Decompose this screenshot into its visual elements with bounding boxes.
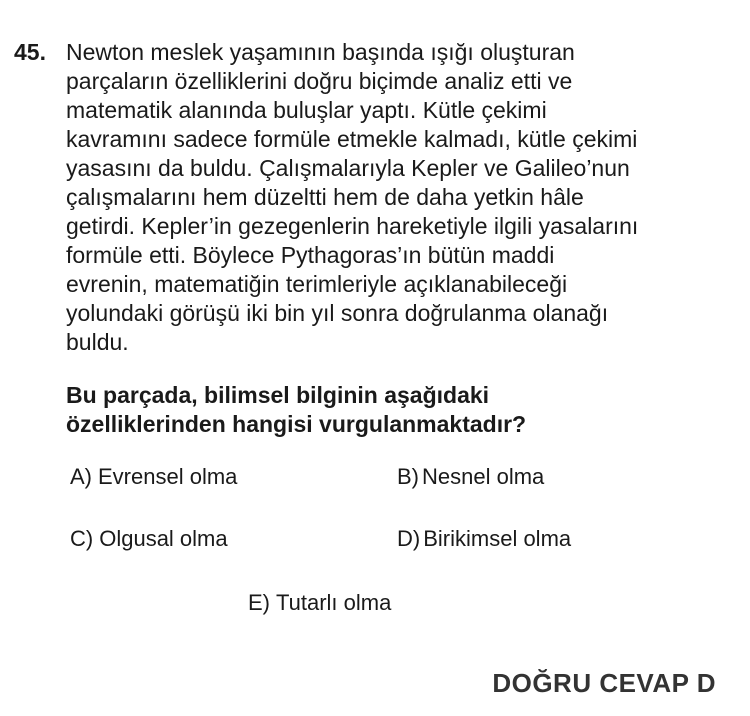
question-stem (66, 381, 736, 439)
question-passage (66, 38, 736, 357)
option-text: Evrensel olma (98, 464, 238, 489)
stem-line: özelliklerinden hangisi vurgulanmaktadır? (66, 411, 527, 437)
passage-line: parçaların özelliklerini doğru biçimde analiz etti ve (66, 68, 573, 94)
passage-line: buldu. (66, 329, 129, 355)
option-text: Olgusal olma (99, 526, 228, 551)
option-text: Nesnel olma (422, 464, 545, 489)
passage-line: getirdi. Kepler’in gezegenlerin hareketiyle ilgili yasalarını (66, 213, 639, 239)
correct-answer-label: DOĞRU CEVAP D (492, 668, 716, 698)
passage-line: formüle etti. Böylece Pythagoras’ın bütün maddi (66, 242, 555, 268)
passage-line: matematik alanında buluşlar yaptı. Kütle çekimi (66, 97, 547, 123)
passage-line: yasasını da buldu. Çalışmalarıyla Kepler ve Galileo’nun (66, 155, 630, 181)
option-d[interactable] (397, 525, 571, 553)
option-b[interactable] (397, 463, 544, 491)
option-letter: C) (70, 526, 94, 551)
option-e[interactable] (248, 589, 391, 617)
option-letter: D) (397, 526, 421, 551)
passage-line: Newton meslek yaşamının başında ışığı oluşturan (66, 39, 575, 65)
passage-line: yolundaki görüşü iki bin yıl sonra doğrulanma olanağı (66, 300, 609, 326)
option-text: Birikimsel olma (423, 526, 572, 551)
stem-line: Bu parçada, bilimsel bilginin aşağıdaki (66, 382, 490, 408)
passage-line: evrenin, matematiğin terimleriyle açıklanabileceği (66, 271, 568, 297)
option-letter: E) (248, 590, 270, 615)
question-number: 45. (14, 39, 46, 65)
passage-line: kavramını sadece formüle etmekle kalmadı, kütle çekimi (66, 126, 638, 152)
option-c[interactable] (70, 525, 228, 553)
option-letter: B) (397, 464, 419, 489)
option-a[interactable] (70, 463, 237, 491)
option-text: Tutarlı olma (276, 590, 392, 615)
option-letter: A) (70, 464, 92, 489)
passage-line: çalışmalarını hem düzeltti hem de daha yetkin hâle (66, 184, 584, 210)
